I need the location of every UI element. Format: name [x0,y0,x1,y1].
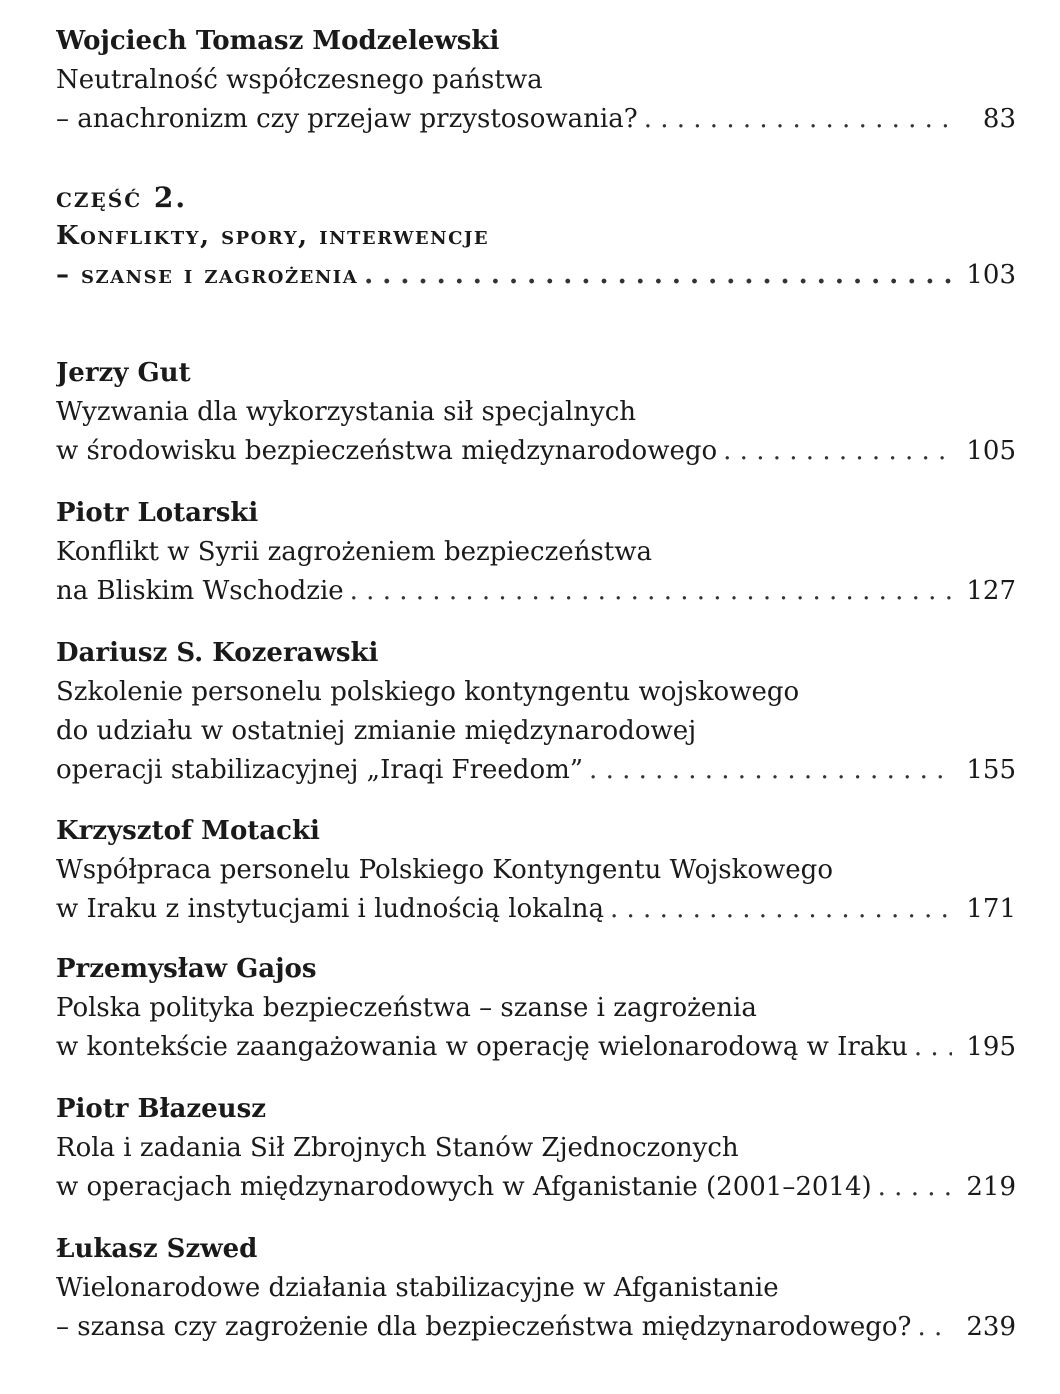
leader-dots [914,1028,952,1067]
toc-entry[interactable] [56,1230,1016,1347]
entry-page-number: 83 [982,104,1016,134]
part-heading[interactable] [56,178,1016,295]
entry-title-line: Współpraca personelu Polskiego Kontyngentu Wojskowego [56,855,833,885]
toc-entry[interactable] [56,634,1016,790]
entry-title-line: w Iraku z instytucjami i ludnością lokalną [56,894,604,924]
part-page-number: 103 [966,260,1016,290]
toc-entry[interactable] [56,494,1016,611]
leader-dots [364,256,952,295]
entry-author: Wojciech Tomasz Modzelewski [56,26,500,56]
entry-last-line [56,432,1016,471]
entry-page-number: 239 [966,1312,1016,1342]
entry-title-line: w środowisku bezpieczeństwa międzynarodowego [56,436,718,466]
entry-title-line: – anachronizm czy przejaw przystosowania? [56,104,638,134]
entry-title-line: Rola i zadania Sił Zbrojnych Stanów Zjednoczonych [56,1133,739,1163]
entry-title-line: Wyzwania dla wykorzystania sił specjalnych [56,397,637,427]
entry-last-line [56,1308,1016,1347]
entry-title-line: w operacjach międzynarodowych w Afganistanie (2001–2014) [56,1172,872,1202]
entry-title-line: w kontekście zaangażowania w operację wielonarodową w Iraku [56,1032,908,1062]
entry-last-line [56,751,1016,790]
entry-last-line [56,1168,1016,1207]
entry-title-line: Neutralność współczesnego państwa [56,65,543,95]
entry-author: Dariusz S. Kozerawski [56,638,379,668]
leader-dots [918,1308,953,1347]
entry-last-line [56,100,1016,139]
entry-title-line: operacji stabilizacyjnej „Iraqi Freedom” [56,755,584,785]
leader-dots [350,572,952,611]
toc-entry[interactable] [56,812,1016,929]
entry-title-line: na Bliskim Wschodzie [56,576,344,606]
entry-page-number: 219 [966,1172,1016,1202]
leader-dots [644,100,952,139]
entry-author: Krzysztof Motacki [56,816,320,846]
entry-page-number: 195 [966,1032,1016,1062]
part-last-line [56,256,1016,295]
part-title-line: – szanse i zagrożenia [56,260,359,290]
toc-entry[interactable] [56,22,1016,139]
entry-page-number: 171 [966,894,1016,924]
entry-last-line [56,1028,1016,1067]
entry-title-line: Konflikt w Syrii zagrożeniem bezpieczeństwa [56,537,652,567]
entry-author: Łukasz Szwed [56,1234,258,1264]
entry-page-number: 105 [966,436,1016,466]
toc-entry[interactable] [56,354,1016,471]
entry-author: Przemysław Gajos [56,954,317,984]
entry-title-line: Szkolenie personelu polskiego kontyngentu wojskowego [56,677,800,707]
entry-last-line [56,890,1016,929]
entry-author: Jerzy Gut [56,358,191,388]
entry-title-line: do udziału w ostatniej zmianie międzynarodowej [56,716,697,746]
leader-dots [878,1168,952,1207]
leader-dots [723,432,952,471]
entry-last-line [56,572,1016,611]
entry-title-line: Polska polityka bezpieczeństwa – szanse i zagrożenia [56,993,757,1023]
part-title-line: Konflikty, spory, interwencje [56,221,490,251]
leader-dots [589,751,952,790]
entry-title-line: Wielonarodowe działania stabilizacyjne w Afganistanie [56,1273,779,1303]
entry-page-number: 155 [966,755,1016,785]
entry-page-number: 127 [966,576,1016,606]
toc-entry[interactable] [56,950,1016,1067]
leader-dots [610,890,952,929]
entry-title-line: – szansa czy zagrożenie dla bezpieczeństwa międzynarodowego? [56,1312,912,1342]
entry-author: Piotr Lotarski [56,498,259,528]
entry-author: Piotr Błazeusz [56,1094,266,1124]
part-label: część 2. [56,181,188,214]
toc-entry[interactable] [56,1090,1016,1207]
